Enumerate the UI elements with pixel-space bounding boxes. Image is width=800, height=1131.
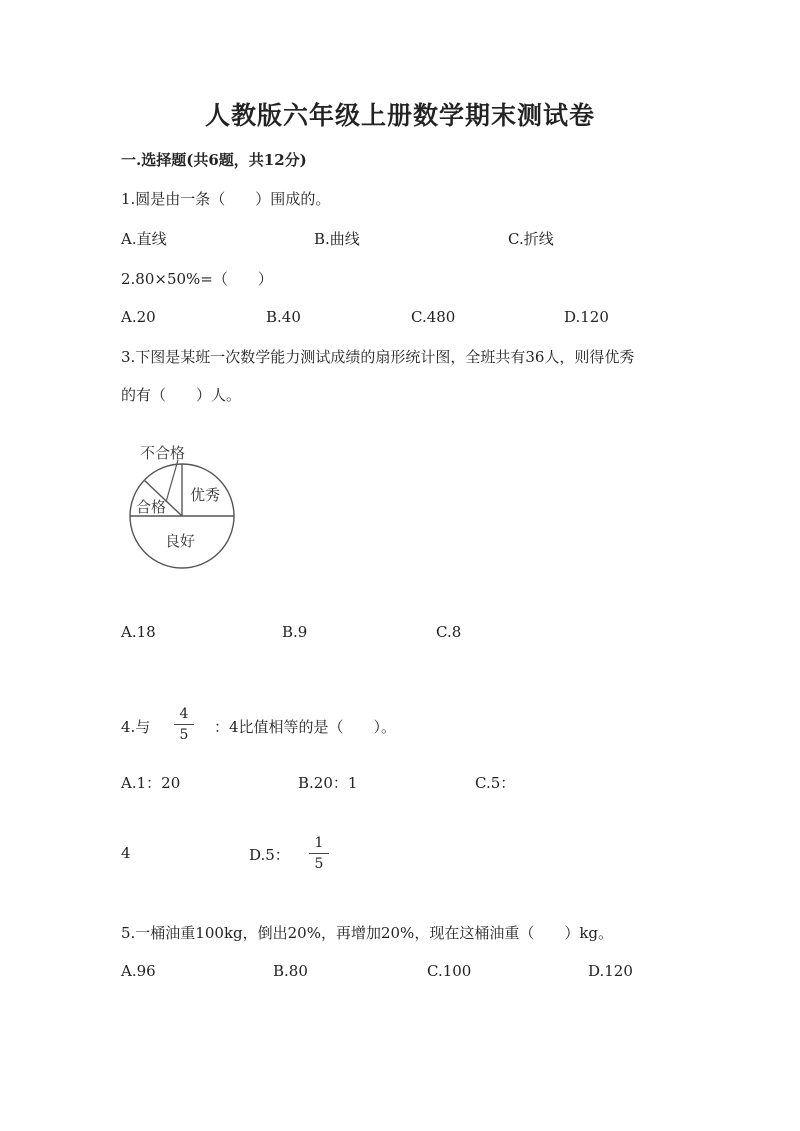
- q5-option-a: A.96: [121, 962, 156, 980]
- q4-option-c-wrap: 4: [121, 844, 131, 862]
- q4-option-d-numerator: 1: [314, 835, 324, 851]
- q3-option-c: C.8: [436, 623, 462, 641]
- question-4-suffix: ：4比值相等的是（ ）。: [214, 718, 397, 736]
- q4-fraction-numerator: 4: [179, 706, 189, 722]
- pie-label-fail: 不合格: [140, 444, 186, 462]
- question-3-text-line2: 的有（ ）人。: [121, 386, 242, 404]
- q1-option-c: C.折线: [508, 230, 554, 248]
- q5-option-b: B.80: [273, 962, 308, 980]
- q4-option-a: A.1：20: [121, 774, 181, 792]
- q5-option-c: C.100: [427, 962, 472, 980]
- question-3-text-line1: 3.下图是某班一次数学能力测试成绩的扇形统计图，全班共有36人，则得优秀: [121, 348, 635, 366]
- q4-fraction: [174, 707, 194, 742]
- question-5-text: 5.一桶油重100kg，倒出20%，再增加20%，现在这桶油重（ ）kg。: [121, 924, 614, 942]
- q2-option-a: A.20: [121, 308, 156, 326]
- q1-option-b: B.曲线: [314, 230, 360, 248]
- section-heading: 一.选择题(共6题，共12分): [121, 151, 307, 169]
- q4-option-d: D.5：: [249, 846, 290, 864]
- question-2-text: 2.80×50%=（ ）: [121, 270, 273, 288]
- q4-fraction-denominator: 5: [179, 727, 189, 743]
- question-4-prefix: 4.与: [121, 718, 151, 736]
- q4-option-b: B.20：1: [298, 774, 358, 792]
- q2-option-b: B.40: [266, 308, 301, 326]
- q4-fraction-bar: [174, 724, 194, 725]
- page-title: 人教版六年级上册数学期末测试卷: [204, 101, 595, 130]
- q1-option-a: A.直线: [121, 230, 167, 248]
- q3-option-a: A.18: [121, 623, 156, 641]
- pie-label-good: 良好: [165, 532, 196, 550]
- q2-option-c: C.480: [411, 308, 456, 326]
- pie-label-pass: 合格: [136, 498, 167, 516]
- pie-chart-figure: [120, 432, 250, 572]
- question-1-text: 1.圆是由一条（ ）围成的。: [121, 190, 331, 208]
- q4-option-d-fraction-bar: [309, 853, 329, 854]
- q4-option-d-denominator: 5: [314, 856, 324, 872]
- q4-option-d-fraction: [309, 836, 329, 871]
- q4-option-c: C.5：: [475, 774, 516, 792]
- q2-option-d: D.120: [564, 308, 609, 326]
- q3-option-b: B.9: [282, 623, 308, 641]
- pie-label-excellent: 优秀: [190, 486, 221, 504]
- q5-option-d: D.120: [588, 962, 633, 980]
